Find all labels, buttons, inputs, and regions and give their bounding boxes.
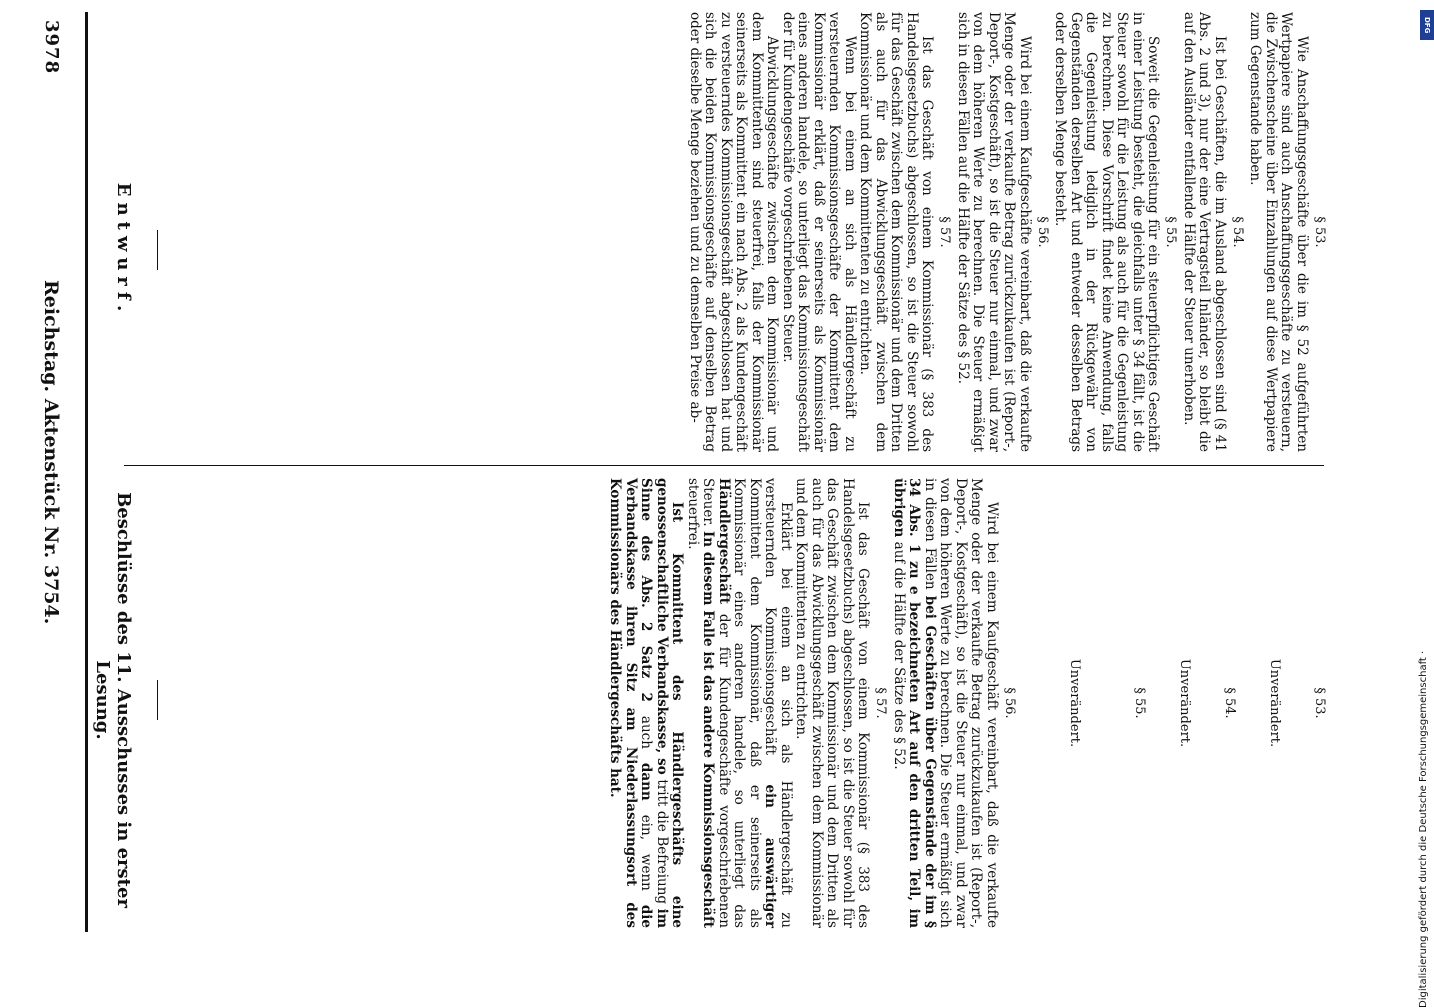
left-column: [687, 12, 1330, 452]
s53-left-text: Wie Anschaffungsgeschäfte über die im § 52 aufgeführten Wertpapiere sind auch Anschaffungsgeschäfte zu versteuern, die Zwischenscheine über Einzahlungen auf diese Wertpapiere zum Gegenstande haben.: [1247, 12, 1310, 452]
section-label: § 54.: [1230, 216, 1245, 248]
column-divider: [124, 465, 1324, 466]
section-label: § 56.: [1002, 687, 1017, 719]
s57-right-p3: Ist Kommittent des Händlergeschäfts eine genossenschaftliche Verbandskasse, so tritt die Befreiung im Sinne des Abs. 2 Satz 2 auch dann ein, wenn die Verbandskasse ihren Sitz am Niederlassungsort des Kommissionärs des Händlergeschäfts hat.: [607, 478, 686, 929]
dfg-logo: DFG: [1420, 10, 1434, 40]
s57-left-p3: Abwicklungsgeschäfte zwischen dem Kommissionär und dem Kommittenten sind steuerfrei, falls der Kommissionär seinerseits als Kommittent ein nach Abs. 2 als Kundengeschäft zu versteuerndes Kommissionsgeschäft abgeschlossen hat und sich die beiden Kommissionsgeschäfte auf denselben Betrag oder dieselbe Menge beziehen und zu demselben Preise ab-: [687, 12, 781, 452]
s56-right-text: Wird bei einem Kaufgeschäft vereinbart, daß die verkaufte Menge oder der verkaufte Betrag zurückzukaufen ist (Report-, Deport-, Kostgeschäft), so ist die Steuer nur einmal, und zwar von dem höheren Werte zu berechnen. Die Steuer ermäßigt sich in diesen Fällen bei Geschäften über Gegenstände der im § 34 Abs. 1 zu e bezeichneten Art auf den dritten Teil, im übrigen auf die Hälfte der Sätze des § 52.: [891, 478, 1000, 928]
section-label: § 53.: [1312, 687, 1327, 719]
right-column: [607, 478, 1329, 928]
s54-left-text: Ist bei Geschäften, die im Ausland abgeschlossen sind (§ 41 Abs. 2 und 3), nur der eine Vertragsteil Inländer, so bleibt die auf den Ausländer entfallende Hälfte der Steuer unerhoben.: [1181, 12, 1228, 452]
section-label: § 54.: [1222, 687, 1237, 719]
section-label: § 57.: [873, 687, 889, 719]
s53-unchanged: Unverändert.: [1267, 658, 1282, 748]
s57-right-p2: Erklärt bei einem an sich als Händlergeschäft zu versteuernden Kommissionsgeschäft ein auswärtiger Kommittent dem Kommissionär, daß er seinerseits als Kommissionär eines anderen handele, so unterliegt das Händlergeschäft der für Kundengeschäfte vorgeschriebenen Steuer. In diesem Falle ist das andere Kommissionsgeschäft steuerfrei.: [685, 478, 794, 928]
left-column-title: Entwurf.: [113, 182, 134, 318]
section-label: § 55.: [1132, 687, 1147, 719]
section-label: § 55.: [1163, 216, 1179, 248]
page-header: Reichstag. Aktenstück Nr. 3754.: [40, 280, 62, 625]
section-label: § 57.: [937, 216, 953, 248]
section-label: § 53.: [1312, 216, 1327, 248]
section-label: § 56.: [1035, 216, 1050, 248]
s56-left-text: Wird bei einem Kaufgeschäfte vereinbart, daß die verkaufte Menge oder der verkaufte Betrag zurückzukaufen ist (Report-, Deport-, Kostgeschäft), so ist die Steuer nur einmal, und zwar von dem höheren Werte zu berechnen. Die Steuer ermäßigt sich in diesen Fällen auf die Hälfte der Sätze des § 52.: [955, 12, 1033, 452]
s54-unchanged: Unverändert.: [1177, 658, 1192, 748]
s57-left-p1: Ist das Geschäft von einem Kommissionär (§ 383 des Handelsgesetzbuchs) abgeschlossen, so ist die Steuer sowohl für das Geschäft zwischen dem Kommissionär und dem Dritten als auch für das Abwicklungsgeschäft zwischen dem Kommissionär und dem Kommittenten zu entrichten.: [857, 12, 936, 452]
s55-unchanged: Unverändert.: [1067, 658, 1082, 748]
s57-right-p1: Ist das Geschäft von einem Kommissionär (§ 383 des Handelsgesetzbuchs) abgeschlossen, so ist die Steuer sowohl für das Geschäft zwischen dem Kommissionär und dem Dritten als auch für das Abwicklungsgeschäft zwischen dem Kommissionär und dem Kommittenten zu entrichten.: [793, 478, 872, 928]
right-column-title: Beschlüsse des 11. Ausschusses in erster Lesung.: [92, 492, 134, 908]
s55-left-text: Soweit die Gegenleistung für ein steuerpflichtiges Geschäft in einer Leistung besteht, die gleichfalls unter § 34 fällt, ist die Steuer sowohl für die Leistung als auch für die Gegenleistung zu berechnen. Diese Vorschrift findet keine Anwendung, falls die Gegenleistung lediglich in der Rückgewähr von Gegenständen derselben Art und entweder desselben Betrags oder derselben Menge besteht.: [1052, 12, 1162, 452]
s57-left-p2: Wenn bei einem an sich als Händlergeschäft zu versteuernden Kommissionsgeschäfte der Kommittent dem Kommissionär erklärt, daß er seinerseits als Kommissionär eines anderen handele, so unterliegt das Kommissionsgeschäft der für Kundengeschäfte vorgeschriebenen Steuer.: [780, 12, 858, 452]
digitization-note: [1418, 8, 1434, 1008]
digitization-note-text: Digitalisierung gefördert durch die Deutsche Forschungsgemeinschaft ·: [1418, 650, 1429, 1008]
page-number: 3978: [41, 20, 62, 75]
